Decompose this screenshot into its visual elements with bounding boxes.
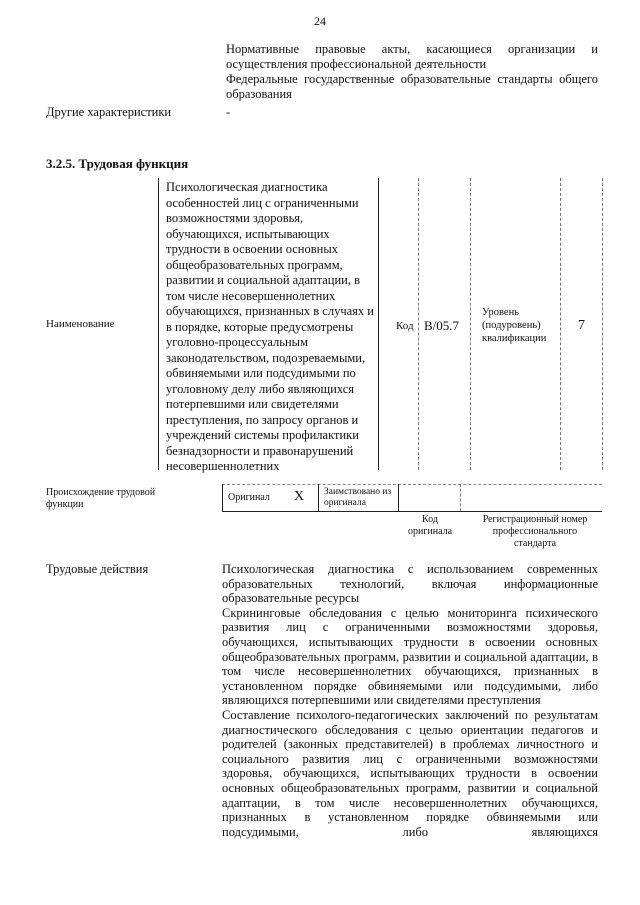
borrowed-cell-border xyxy=(398,484,399,511)
function-name-text: Психологическая диагностика особенностей лиц с ограниченными возможностями здоровья, обучающихся, испытывающих трудности в освоении основных общеобразовательных программ, развитии и социальной адаптации, в том числе несовершеннолетних обучающихся, признанных в случаях и в порядке, которые предусмотрены уголовно-процессуальным законодательством, подозреваемыми, обвиняемыми или подсудимыми по уголовному делу либо являющихся потерпевшими или свидетелями преступления, по запросу органов и учреждений системы профилактики безнадзорности и правонарушений несовершеннолетних xyxy=(166,180,374,473)
origin-row-left-border xyxy=(222,484,223,511)
qualification-level-value: 7 xyxy=(578,318,585,333)
code-cell-border xyxy=(418,178,419,470)
labor-actions-label: Трудовые действия xyxy=(46,562,149,576)
qualification-level-label: Уровень (подуровень) квалификации xyxy=(482,307,547,344)
reg-number-caption: Регистрационный номер профессионального стандарта xyxy=(482,514,588,549)
name-label: Наименование xyxy=(46,318,115,330)
other-characteristics-value: - xyxy=(226,105,231,119)
labor-action-item: Психологическая диагностика с использованием современных образовательных технологий, включая информационные образовательные ресурсы xyxy=(222,562,598,606)
code-value-cell-border xyxy=(470,178,471,470)
origin-row-bottom-border xyxy=(222,511,602,512)
normative-acts-line: Нормативные правовые акты, касающиеся организации и осуществления профессиональной деятельности xyxy=(226,42,598,71)
original-cell-border xyxy=(318,484,319,511)
other-characteristics-label: Другие характеристики xyxy=(46,105,172,119)
page-number: 24 xyxy=(314,14,326,28)
origin-row-top-border xyxy=(222,484,602,485)
original-mark: X xyxy=(294,489,305,504)
name-cell-right-border xyxy=(378,178,379,470)
code-value: В/05.7 xyxy=(424,318,460,333)
code-original-caption: Код оригинала xyxy=(407,514,453,537)
code-label: Код xyxy=(396,320,414,332)
labor-action-item: Составление психолого-педагогических заключений по результатам диагностического обследования с целью ориентации педагогов и родителей (законных представителей) в проблемах личностного и социального развития лиц с ограниченными возможностями здоровья, обучающихся, испытывающих трудности в освоении основных общеобразовательных программ, развитии и социальной адаптации, в том числе несовершеннолетних обучающихся, признанных в установленном порядке обвиняемыми или подсудимыми, либо являющихся xyxy=(222,707,598,839)
normative-acts-block xyxy=(226,42,598,102)
level-cell-border xyxy=(560,178,561,470)
borrowed-label: Заимствовано из оригинала xyxy=(324,487,392,508)
labor-action-item: Скрининговые обследования с целью мониторинга психического развития лиц с ограниченными возможностями здоровья, обучающихся, испытывающих трудности в освоении основных общеобразовательных программ, развитии и социальной адаптации, в том числе несовершеннолетних обучающихся, признанных в установленном порядке обвиняемыми или подсудимыми, либо являющихся потерпевшими или свидетелями преступления xyxy=(222,605,598,708)
section-title: 3.2.5. Трудовая функция xyxy=(46,156,189,171)
level-value-cell-border xyxy=(602,178,603,470)
code-original-cell-border xyxy=(460,484,461,511)
name-cell-left-border xyxy=(158,178,159,470)
fgos-line: Федеральные государственные образовательные стандарты общего образования xyxy=(226,72,598,101)
origin-label: Происхождение трудовой функции xyxy=(46,487,156,510)
labor-actions-list xyxy=(222,562,598,839)
original-label: Оригинал xyxy=(228,492,270,503)
